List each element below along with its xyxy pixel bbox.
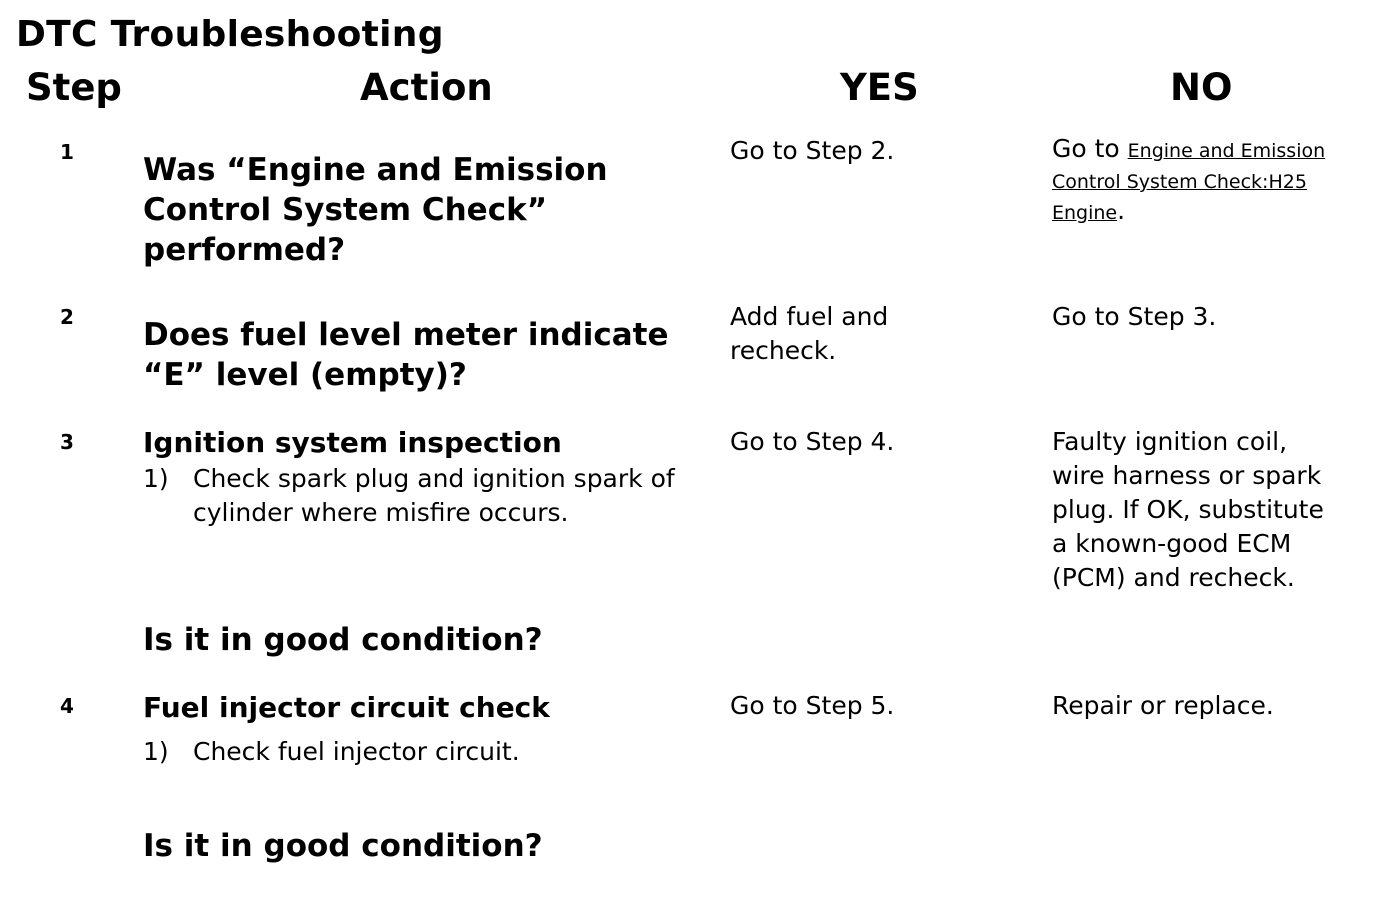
step-number: 3: [60, 430, 74, 454]
step-number: 4: [60, 694, 74, 718]
step-question: Does fuel level meter indicate “E” level (empty)?: [143, 317, 669, 393]
list-item-text: Check spark plug and ignition spark of cylinder where misfire occurs.: [193, 464, 675, 527]
step-question: Is it in good condition?: [143, 622, 543, 658]
step-number: 1: [60, 140, 74, 164]
step-number: 2: [60, 305, 74, 329]
no-action: Repair or replace.: [1052, 691, 1274, 720]
list-item: [143, 735, 713, 769]
list-item: [143, 462, 713, 530]
no-action: [1052, 134, 1352, 227]
column-header-action: Action: [360, 66, 493, 109]
yes-action: Go to Step 4.: [730, 427, 895, 456]
no-action-suffix: .: [1117, 196, 1126, 225]
list-item-number: 1): [143, 464, 169, 493]
yes-action: Add fuel and recheck.: [730, 302, 889, 365]
yes-action: Go to Step 2.: [730, 136, 895, 165]
step-subtitle: Fuel injector circuit check: [143, 691, 550, 724]
no-action-prefix: Go to: [1052, 134, 1128, 163]
step-question: Was “Engine and Emission Control System Check” performed?: [143, 152, 608, 268]
step-subtitle: Ignition system inspection: [143, 426, 562, 459]
column-header-no: NO: [1170, 66, 1233, 109]
no-action: Faulty ignition coil, wire harness or spark plug. If OK, substitute a known-good ECM (PCM) and recheck.: [1052, 427, 1324, 592]
list-item-text: Check fuel injector circuit.: [193, 737, 520, 766]
list-item-number: 1): [143, 737, 169, 766]
engine-check-link[interactable]: Engine and Emission Control System Check:H25 Engine: [1052, 140, 1326, 224]
page-title: DTC Troubleshooting: [16, 14, 444, 55]
column-header-step: Step: [26, 66, 122, 109]
no-action: Go to Step 3.: [1052, 302, 1217, 331]
yes-action: Go to Step 5.: [730, 691, 895, 720]
step-question: Is it in good condition?: [143, 828, 543, 864]
column-header-yes: YES: [840, 66, 919, 109]
